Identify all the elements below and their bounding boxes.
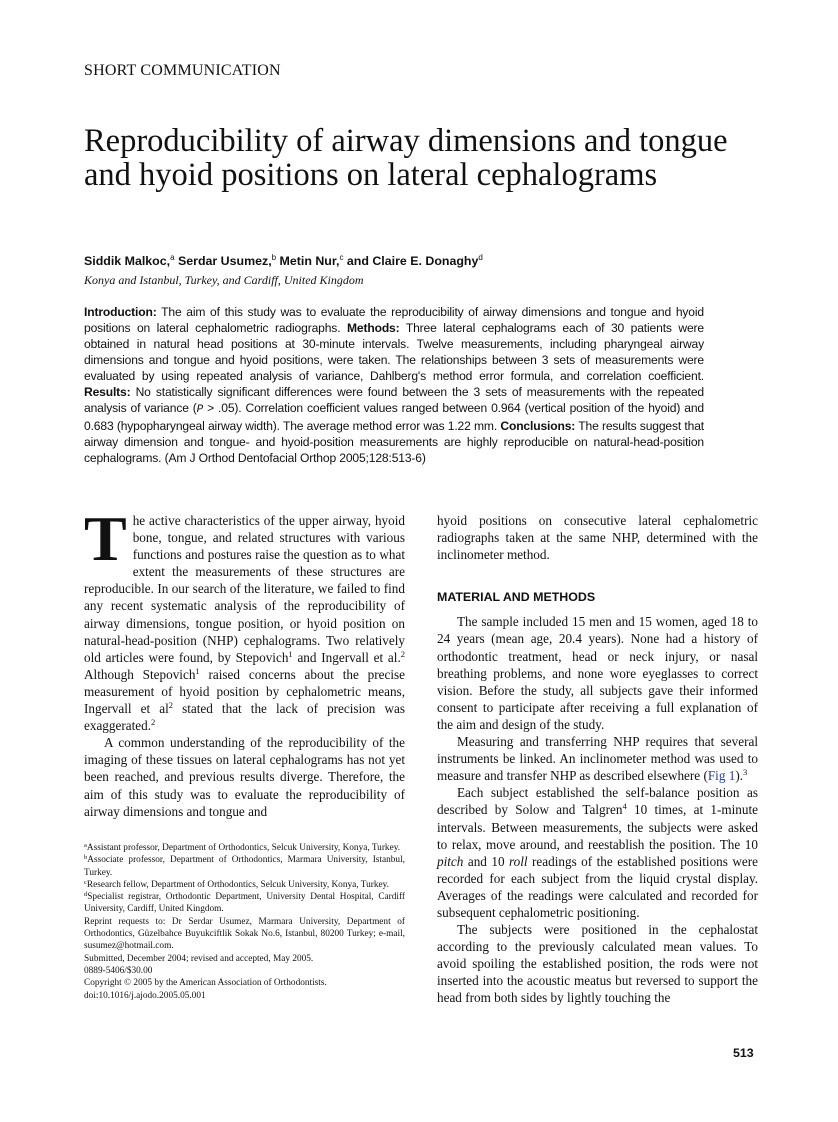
body-column-right [437,512,758,1007]
abstract-conclusions: The results suggest that airway dimension and tongue- and hyoid-position measurements are highly reproducible on natural-head-position cephalograms. (Am J Orthod Dentofacial Orthop 2005;128:513-6) [84,419,704,465]
reference-marker[interactable]: 2 [151,717,156,728]
body-paragraph: The subjects were positioned in the cephalostat according to the previously calculated mean values. To avoid spoiling the established position, the rods were not inserted into the acoustic meatus but reversed to support the head from both sides by lightly touching the [437,922,758,1006]
italic-term: roll [509,853,528,869]
reference-marker[interactable]: 3 [743,767,748,778]
footnote [84,891,405,916]
footnote-text: Specialist registrar, Orthodontic Department, University Dental Hospital, Cardiff University, Cardiff, United Kingdom. [84,892,405,915]
issn-price: 0889-5406/$30.00 [84,965,153,976]
footnote-mark: b [84,854,88,862]
figure-link[interactable]: Fig 1 [707,768,736,784]
footnote-text: Assistant professor, Department of Orthodontics, Selcuk University, Konya, Turkey. [86,843,401,853]
body-paragraph: A common understanding of the reproducibility of the imaging of these tissues on lateral cephalograms has not yet been reached, and previous results diverge. Therefore, the aim of this study was to evaluate the reproducibility of airway dimensions and tongue and [84,735,405,819]
abstract-methods-label: Methods: [346,321,400,335]
abstract-introduction-label: Introduction: [84,305,157,319]
body-paragraph [437,784,758,921]
drop-cap: T [84,503,127,574]
author-name: Metin Nur, [279,254,340,268]
paragraph-text: stated that the lack of precision was exaggerated. [84,701,405,734]
paragraph-text: Measuring and transferring NHP requires that several instruments be linked. An inclinometer method was used to measure and transfer NHP as described elsewhere ( [437,734,758,784]
doi[interactable]: doi:10.1016/j.ajodo.2005.05.001 [84,990,206,1001]
footnote [84,879,405,891]
abstract-results: No statistically significant differences were found between the 3 sets of measurements with the repeated analysis of variance ( [84,385,704,415]
footnote [84,842,405,854]
paragraph-text: he active characteristics of the upper airway, hyoid bone, tongue, and related structures with various functions and postures raise the question as to what extent the measurements of these structures are reproducible. In our search of the literature, we failed to find any recent systematic analysis of the reproducibility of airway dimensions, tongue position, or hyoid position on natural-head-position (NHP) cephalograms. Two relatively old articles were found, by Stepovich [84,513,405,665]
footnote-mark: d [84,891,88,899]
submission-dates: Submitted, December 2004; revised and accepted, May 2005. [84,953,314,964]
section-label: SHORT COMMUNICATION [84,62,281,79]
reference-marker[interactable]: 4 [622,801,627,812]
abstract [84,304,704,466]
article-title: Reproducibility of airway dimensions and tongue and hyoid positions on lateral cephalograms [84,123,728,193]
footnote [84,854,405,879]
reprint-requests: Reprint requests to: Dr Serdar Usumez, Marmara University, Department of Orthodontics, Güzelbahce Buyukciftlik Sokak No.6, Istanbul, 80200 Turkey; e-mail, susumez@hotmail.com. [84,916,405,952]
abstract-results-label: Results: [84,385,131,399]
paragraph-text: and Ingervall et al. [292,649,401,665]
paragraph-text: readings of the established positions were recorded for each subject from the liquid crystal display. Averages of the readings were calculated and recorded for subsequent cephalometric positioning. [437,853,758,920]
reference-marker[interactable]: 2 [168,700,174,711]
affiliation-mark: d [478,253,483,262]
footnote-text: Associate professor, Department of Orthodontics, Marmara University, Istanbul, Turkey. [84,855,405,878]
body-column-left [84,503,405,820]
affiliation-mark: c [339,253,344,262]
abstract-results-cont: > .05). Correlation coefficient values ranged between 0.964 (vertical position of the hyoid) and 0.683 (hypopharyngeal airway width). The average method error was 1.22 mm. [84,401,704,433]
abstract-methods: Three lateral cephalograms each of 30 patients were obtained in natural head positions at 30-minute intervals. Twelve measurements, including pharyngeal airway dimensions and tongue and hyoid positions, were taken. The relationships between 3 sets of measurements were evaluated by using repeated analysis of variance, Dahlberg's method error formula, and correlation coefficient. [84,321,704,383]
affiliation-mark: a [170,253,175,262]
copyright: Copyright © 2005 by the American Association of Orthodontists. [84,978,327,989]
reference-marker[interactable]: 2 [400,648,405,659]
body-paragraph [437,733,758,784]
body-paragraph: hyoid positions on consecutive lateral cephalometric radiographs taken at the same NHP, determined with the inclinometer method. [437,513,758,563]
abstract-introduction: The aim of this study was to evaluate the reproducibility of airway dimensions and tongue and hyoid positions on lateral cephalometric radiographs. [84,305,704,335]
body-paragraph [84,503,405,734]
paragraph-text: Although Stepovich [84,666,196,682]
affiliation-mark: b [271,253,277,262]
author-locations: Konya and Istanbul, Turkey, and Cardiff, United Kingdom [84,273,364,287]
author-name: Serdar Usumez, [177,254,272,268]
paragraph-text: ). [735,768,744,784]
paragraph-text: and 10 [463,853,509,869]
paragraph-text: Each subject established the self-balance position as described by Solow and Talgren [437,785,758,818]
author-name: and Claire E. Donaghy [346,254,479,268]
author-list [84,254,483,268]
footnotes [84,842,405,1002]
author-name: Siddik Malkoc, [84,254,171,268]
footnote-mark: a [84,842,87,849]
p-value-symbol: P [196,404,204,416]
footnote-mark: c [84,878,87,886]
italic-term: pitch [437,853,464,869]
body-paragraph: The sample included 15 men and 15 women, aged 18 to 24 years (mean age, 20.4 years). None had a history of orthodontic treatment, head or neck injury, or nasal breathing problems, and none wore eyeglasses to correct vision. Before the study, all subjects gave their informed consent to participate after receiving a full explanation of the aim and design of the study. [437,614,758,732]
paragraph-text: 10 times, at 1-minute intervals. Between measurements, the subjects were asked to relax, move around, and reestablish the position. The 10 [437,802,758,852]
page-number: 513 [733,1046,754,1060]
footnote-text: Research fellow, Department of Orthodontics, Selcuk University, Konya, Turkey. [86,879,389,890]
reference-marker[interactable]: 1 [195,665,200,676]
abstract-conclusions-label: Conclusions: [500,419,576,433]
paragraph-text: raised concerns about the precise measurement of hyoid position by cephalometric means, Ingervall et al [84,666,405,717]
section-heading: MATERIAL AND METHODS [437,590,596,605]
reference-marker[interactable]: 1 [288,648,293,659]
